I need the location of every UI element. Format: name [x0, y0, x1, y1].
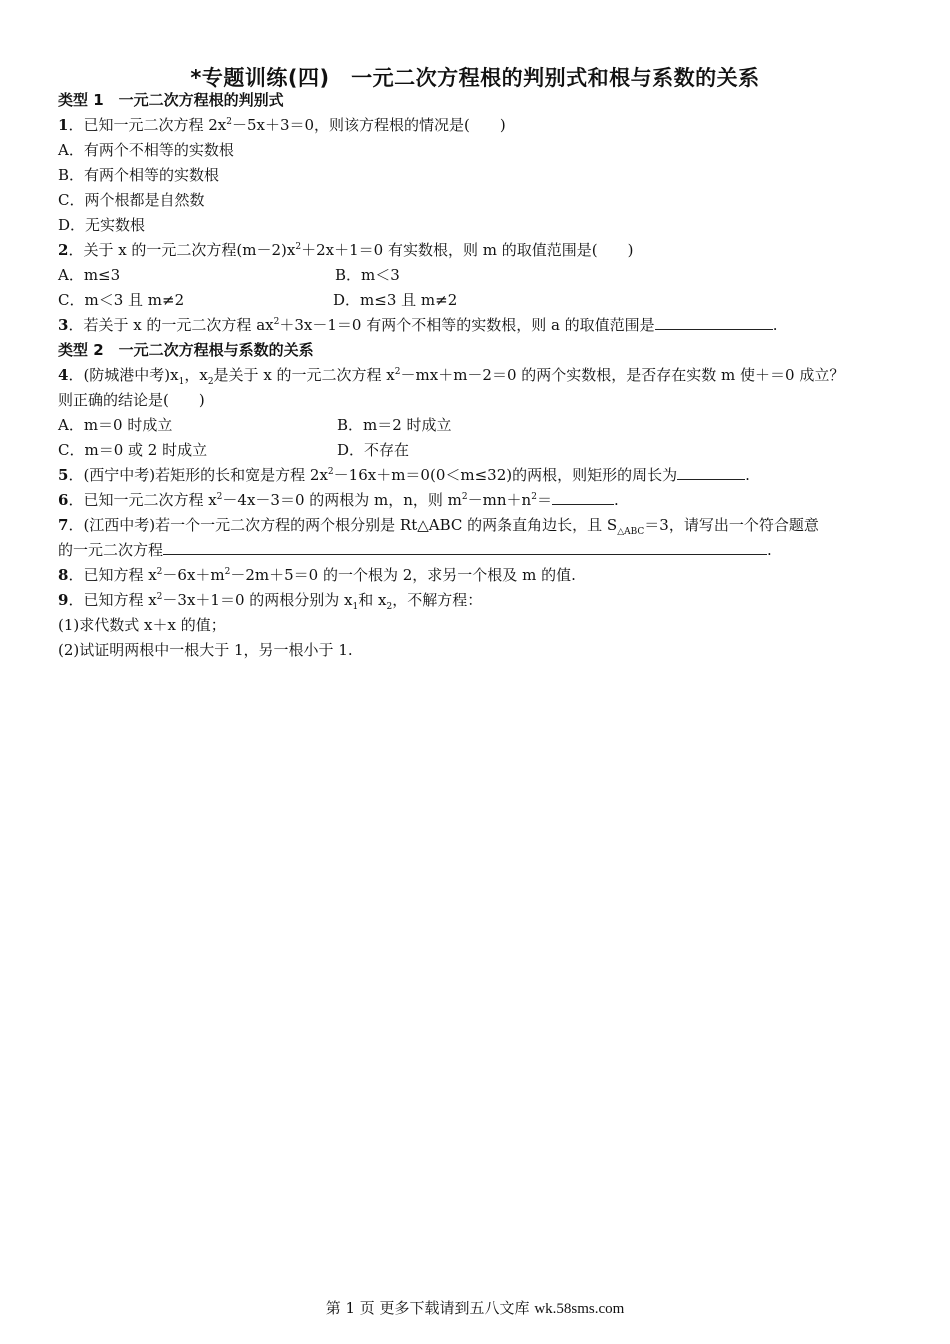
question-text: ．已知方程 x	[68, 591, 157, 609]
question-number: 2	[58, 241, 69, 259]
question-text: －4x－3＝0 的两根为 m，n，则 m	[222, 491, 462, 509]
option-d: D．m≤3 且 m≠2	[333, 291, 458, 309]
section-heading-type1: 类型 1 一元二次方程根的判别式	[58, 91, 284, 109]
question-number: 6	[58, 491, 69, 509]
answer-blank	[163, 540, 767, 555]
question-text: ．已知一元二次方程 x	[68, 491, 217, 509]
option-d: D．不存在	[337, 441, 410, 459]
question-text: ＋3x－1＝0 有两个不相等的实数根，则 a 的取值范围是	[279, 316, 655, 334]
superscript: 2	[156, 567, 163, 577]
superscript: 2	[224, 567, 231, 577]
question-number: 7	[58, 516, 69, 534]
option-b: B．m＜3	[335, 266, 400, 284]
question-text: ．(西宁中考)若矩形的长和宽是方程 2x	[68, 466, 328, 484]
superscript: 2	[531, 492, 537, 502]
punctuation: .	[745, 466, 750, 484]
question-4-line2: 则正确的结论是( )	[58, 391, 205, 409]
question-5	[58, 464, 750, 486]
option-b: B．有两个相等的实数根	[58, 166, 220, 184]
question-text: ．已知方程 x	[68, 566, 157, 584]
question-number: 3	[58, 316, 69, 334]
option-c: C．m＜3 且 m≠2	[58, 291, 185, 309]
question-number: 1	[58, 116, 69, 134]
question-text: －16x＋m＝0(0＜m≤32)的两根，则矩形的周长为	[333, 466, 678, 484]
subscript: 1	[352, 602, 359, 612]
question-text: －5x＋3＝0，则该方程根的情况是( )	[231, 116, 506, 134]
option-a: A．m≤3	[58, 266, 121, 284]
subscript: △ABC	[617, 527, 645, 537]
page-footer	[0, 1297, 950, 1318]
question-text: ＝	[536, 491, 552, 509]
footer-text: 第 1 页 更多下载请到五八文库	[325, 1299, 535, 1317]
question-1	[58, 114, 506, 136]
subscript: 2	[207, 377, 214, 387]
superscript: 2	[226, 117, 232, 127]
question-6	[58, 489, 619, 511]
question-2	[58, 239, 633, 261]
question-9	[58, 589, 482, 611]
option-a: A．有两个不相等的实数根	[58, 141, 234, 159]
question-text: －2m＋5＝0 的一个根为 2，求另一个根及 m 的值.	[230, 566, 576, 584]
question-4	[58, 364, 844, 386]
question-text: －6x＋m	[162, 566, 225, 584]
option-a: A．m＝0 时成立	[58, 416, 173, 434]
question-text: －mn＋n	[467, 491, 532, 509]
subscript: 1	[178, 377, 185, 387]
question-text: 和 x	[358, 591, 387, 609]
option-c: C．两个根都是自然数	[58, 191, 205, 209]
question-text: 的一元二次方程	[58, 541, 164, 559]
footer-link[interactable]: wk.58sms.com	[534, 1301, 625, 1317]
superscript: 2	[156, 592, 163, 602]
question-text: ．(防城港中考)x	[68, 366, 179, 384]
question-text: ．(江西中考)若一个一元二次方程的两个根分别是 Rt△ABC 的两条直角边长，且 S	[68, 516, 618, 534]
superscript: 2	[216, 492, 223, 502]
punctuation: .	[772, 316, 778, 334]
question-text: ＝3，请写出一个符合题意	[644, 516, 819, 534]
question-text: ＋2x＋1＝0 有实数根，则 m 的取值范围是( )	[301, 241, 634, 259]
question-9-part2: (2)试证明两根中一根大于 1，另一根小于 1.	[58, 641, 353, 659]
superscript: 2	[394, 367, 401, 377]
question-3	[58, 314, 777, 336]
question-8	[58, 564, 576, 586]
question-text: ．已知一元二次方程 2x	[68, 116, 227, 134]
superscript: 2	[273, 317, 280, 327]
question-7-line2	[58, 539, 772, 561]
question-text: ．若关于 x 的一元二次方程 ax	[68, 316, 274, 334]
question-number: 9	[58, 591, 69, 609]
answer-blank	[655, 315, 773, 330]
question-text: ，x	[184, 366, 208, 384]
question-9-part1: (1)求代数式 x＋x 的值；	[58, 616, 226, 634]
superscript: 2	[295, 242, 302, 252]
question-text: －mx＋m－2＝0 的两个实数根，是否存在实数 m 使＋＝0 成立？	[400, 366, 845, 384]
question-number: 5	[58, 466, 69, 484]
question-text: ，不解方程：	[392, 591, 483, 609]
option-b: B．m＝2 时成立	[337, 416, 452, 434]
question-number: 4	[58, 366, 69, 384]
superscript: 2	[461, 492, 468, 502]
question-text: －3x＋1＝0 的两根分别为 x	[162, 591, 353, 609]
punctuation: .	[613, 491, 619, 509]
question-number: 8	[58, 566, 69, 584]
subscript: 2	[386, 602, 393, 612]
page-title: *专题训练(四) 一元二次方程根的判别式和根与系数的关系	[190, 66, 760, 90]
option-d: D．无实数根	[58, 216, 146, 234]
superscript: 2	[327, 467, 334, 477]
question-text: 是关于 x 的一元二次方程 x	[213, 366, 395, 384]
answer-blank	[677, 465, 745, 480]
question-7	[58, 514, 819, 536]
option-c: C．m＝0 或 2 时成立	[58, 441, 208, 459]
punctuation: .	[767, 541, 772, 559]
question-text: ．关于 x 的一元二次方程(m－2)x	[68, 241, 296, 259]
answer-blank	[552, 490, 614, 505]
section-heading-type2: 类型 2 一元二次方程根与系数的关系	[58, 341, 314, 359]
